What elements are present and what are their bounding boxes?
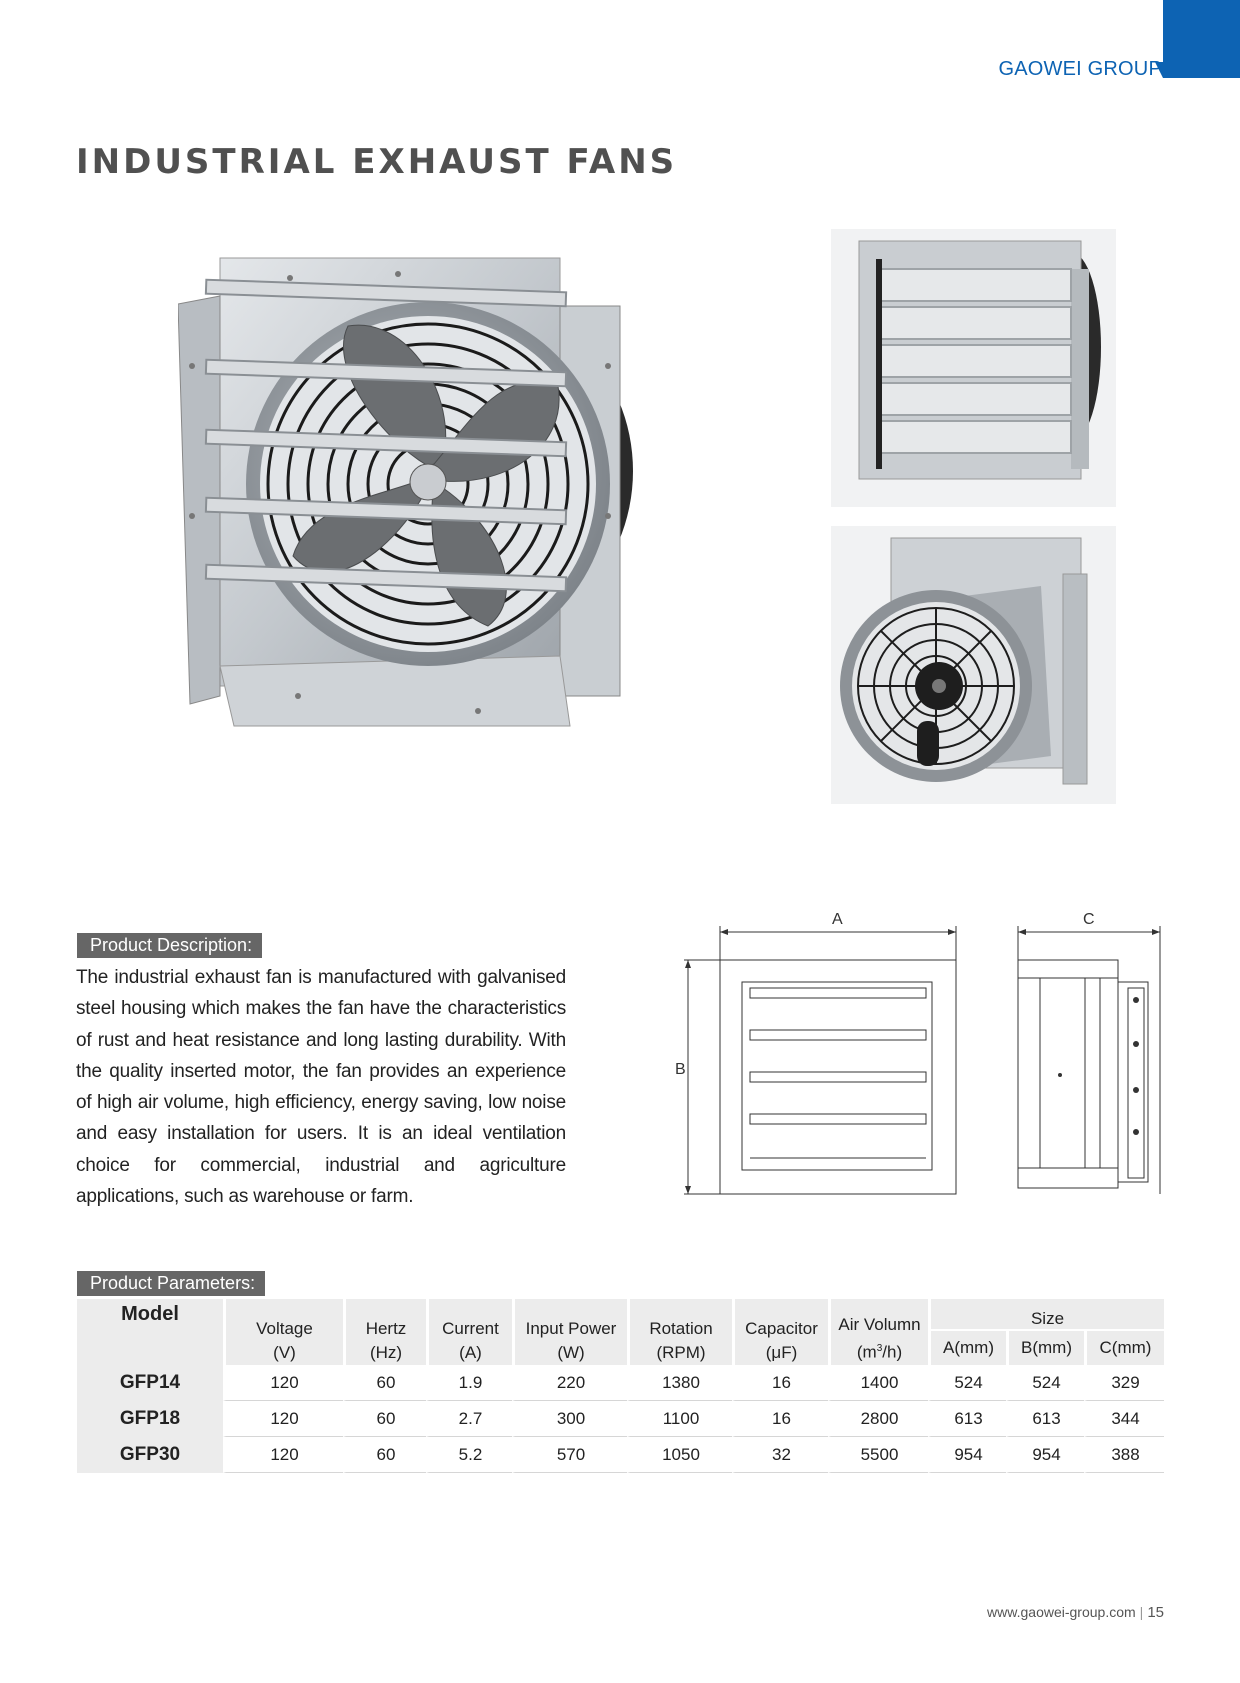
corner-tab xyxy=(1163,0,1240,78)
input-power-header: Input Power (W) xyxy=(512,1299,627,1365)
page-number: 15 xyxy=(1147,1604,1164,1621)
current-cell: 2.7 xyxy=(426,1401,512,1437)
size-c-header: C(mm) xyxy=(1084,1331,1164,1365)
voltage-cell: 120 xyxy=(223,1437,343,1473)
air-volume-cell: 1400 xyxy=(828,1365,928,1401)
capacitor-cell: 16 xyxy=(732,1401,828,1437)
size-a-cell: 524 xyxy=(928,1365,1006,1401)
table-row xyxy=(77,1365,1164,1401)
dimension-b-label: B xyxy=(675,1061,686,1078)
description-label: Product Description: xyxy=(77,933,262,958)
current-cell: 1.9 xyxy=(426,1365,512,1401)
rotation-cell: 1100 xyxy=(627,1401,732,1437)
rotation-cell: 1050 xyxy=(627,1437,732,1473)
hertz-header: Hertz (Hz) xyxy=(343,1299,426,1365)
voltage-cell: 120 xyxy=(223,1401,343,1437)
voltage-header: Voltage (V) xyxy=(223,1299,343,1365)
brand-name: GAOWEI GROUP xyxy=(998,58,1162,80)
size-a-header: A(mm) xyxy=(928,1331,1006,1365)
air-volume-cell: 5500 xyxy=(828,1437,928,1473)
size-a-cell: 613 xyxy=(928,1401,1006,1437)
description-text: The industrial exhaust fan is manufactured with galvanised steel housing which makes the fan have the characteristics of rust and heat resistance and long lasting durability. With the quality inserted motor, the fan provides an experience of high air volume, high efficiency, energy saving, low noise and easy installation for users. It is an ideal ventilation choice for commercial, industrial and agriculture applications, such as warehouse or farm. xyxy=(76,967,566,1208)
main-fan-photo xyxy=(178,256,648,736)
rotation-cell: 1380 xyxy=(627,1365,732,1401)
size-b-header: B(mm) xyxy=(1006,1331,1084,1365)
shutter-front-photo xyxy=(831,229,1116,507)
voltage-cell: 120 xyxy=(223,1365,343,1401)
rotation-header: Rotation (RPM) xyxy=(627,1299,732,1365)
current-cell: 5.2 xyxy=(426,1437,512,1473)
power-cell: 220 xyxy=(512,1365,627,1401)
capacitor-header: Capacitor (μF) xyxy=(732,1299,828,1365)
header-row xyxy=(77,1299,1164,1331)
model-cell: GFP18 xyxy=(77,1401,223,1437)
size-a-cell: 954 xyxy=(928,1437,1006,1473)
dimension-c-label: C xyxy=(1083,911,1095,928)
size-c-cell: 329 xyxy=(1084,1365,1164,1401)
size-c-cell: 388 xyxy=(1084,1437,1164,1473)
parameters-label: Product Parameters: xyxy=(77,1271,265,1296)
fan-back-photo xyxy=(831,526,1116,804)
page-title: INDUSTRIAL EXHAUST FANS xyxy=(76,142,678,182)
parameters-table xyxy=(77,1299,1164,1473)
dimension-drawing xyxy=(680,922,1170,1202)
table-row xyxy=(77,1437,1164,1473)
size-c-cell: 344 xyxy=(1084,1401,1164,1437)
model-cell: GFP14 xyxy=(77,1365,223,1401)
current-header: Current (A) xyxy=(426,1299,512,1365)
air-volume-cell: 2800 xyxy=(828,1401,928,1437)
hertz-cell: 60 xyxy=(343,1437,426,1473)
size-b-cell: 524 xyxy=(1006,1365,1084,1401)
size-b-cell: 954 xyxy=(1006,1437,1084,1473)
hertz-cell: 60 xyxy=(343,1401,426,1437)
footer: www.gaowei-group.com | 15 xyxy=(987,1604,1164,1621)
power-cell: 570 xyxy=(512,1437,627,1473)
size-b-cell: 613 xyxy=(1006,1401,1084,1437)
air-volume-header: Air Volumn $(m^3/h)$ xyxy=(828,1299,928,1365)
model-header: Model xyxy=(77,1299,223,1365)
model-cell: GFP30 xyxy=(77,1437,223,1473)
capacitor-cell: 16 xyxy=(732,1365,828,1401)
capacitor-cell: 32 xyxy=(732,1437,828,1473)
size-header: Size xyxy=(928,1299,1164,1331)
power-cell: 300 xyxy=(512,1401,627,1437)
dimension-a-label: A xyxy=(832,911,843,928)
footer-url[interactable]: www.gaowei-group.com xyxy=(987,1604,1136,1620)
table-row xyxy=(77,1401,1164,1437)
hertz-cell: 60 xyxy=(343,1365,426,1401)
